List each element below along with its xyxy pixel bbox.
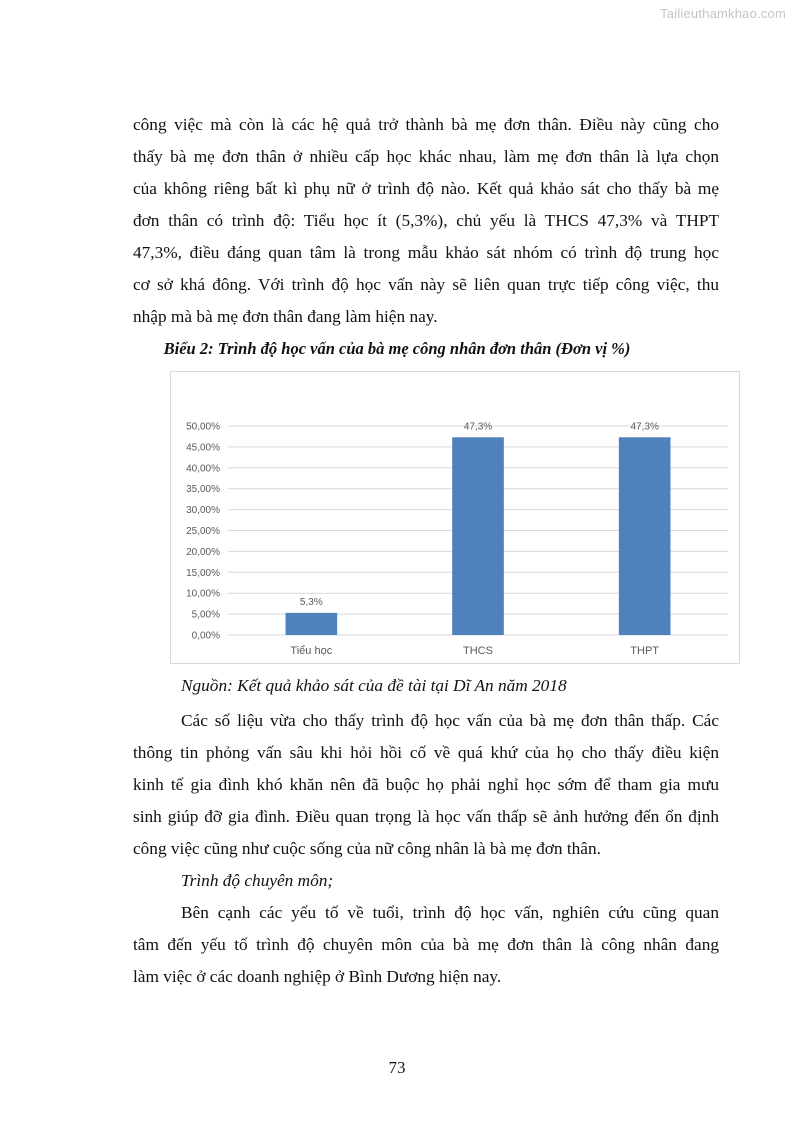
data-label: 5,3% — [299, 596, 323, 608]
page-number: 73 — [388, 1058, 406, 1077]
bar-chart — [170, 371, 740, 664]
text-line: làm việc ở các doanh nghiệp ở Bình Dương hiện nay. — [133, 967, 502, 986]
x-tick-label: Tiểu học — [290, 645, 333, 657]
bar-2 — [452, 437, 504, 635]
text-line: 47,3%, điều đáng quan tâm là trong mẫu khảo sát nhóm có trình độ trung học — [133, 243, 719, 262]
y-tick-label: 35,00% — [186, 484, 220, 496]
y-tick-label: 40,00% — [186, 463, 220, 475]
x-tick-label: THCS — [463, 645, 493, 657]
subheading: Trình độ chuyên môn; — [181, 871, 334, 890]
data-label: 47,3% — [463, 421, 493, 433]
y-tick-label: 30,00% — [186, 505, 220, 517]
paragraph-interview-findings — [133, 705, 719, 865]
data-label: 47,3% — [630, 421, 659, 433]
y-tick-label: 0,00% — [191, 630, 220, 642]
chart-svg — [171, 372, 741, 665]
text-line: thấy bà mẹ đơn thân ở nhiều cấp học khác nhau, làm mẹ đơn thân là lựa chọn — [133, 147, 719, 166]
text-line: sinh giúp đỡ gia đình. Điều quan trọng là học vấn thấp sẽ ảnh hưởng đến ổn định — [133, 807, 719, 826]
watermark: Tailieuthamkhao.com — [660, 6, 786, 21]
text-line: đơn thân có trình độ: Tiểu học ít (5,3%), chủ yếu là THCS 47,3% và THPT — [133, 211, 719, 230]
y-tick-label: 5,00% — [191, 609, 220, 621]
text-line: tâm đến yếu tố trình độ chuyên môn của bà mẹ đơn thân là công nhân đang — [133, 935, 719, 954]
y-tick-label: 15,00% — [186, 567, 220, 579]
y-tick-label: 25,00% — [186, 526, 220, 537]
bar-1 — [286, 613, 338, 635]
y-tick-label: 20,00% — [186, 546, 220, 558]
bar-3 — [619, 437, 671, 635]
text-line: công việc cũng như cuộc sống của nữ công nhân là bà mẹ đơn thân. — [133, 839, 601, 858]
text-line: công việc mà còn là các hệ quả trở thành bà mẹ đơn thân. Điều này cũng cho — [133, 115, 719, 134]
y-tick-label: 10,00% — [186, 588, 220, 600]
text-line: kinh tế gia đình khó khăn nên đã buộc họ phải nghỉ học sớm để tham gia mưu — [133, 775, 719, 794]
y-tick-label: 45,00% — [186, 442, 220, 454]
y-tick-label: 50,00% — [186, 421, 220, 433]
text-line: Các số liệu vừa cho thấy trình độ học vấn của bà mẹ đơn thân thấp. Các — [181, 711, 719, 730]
x-tick-label: THPT — [630, 645, 660, 657]
text-line: Bên cạnh các yếu tố về tuổi, trình độ học vấn, nghiên cứu cũng quan — [181, 903, 719, 922]
source-note: Nguồn: Kết quả khảo sát của đề tài tại Dĩ An năm 2018 — [181, 676, 567, 695]
paragraph-education-summary — [133, 109, 719, 333]
text-line: nhập mà bà mẹ đơn thân đang làm hiện nay. — [133, 307, 438, 326]
chart-caption: Biểu 2: Trình độ học vấn của bà mẹ công nhân đơn thân (Đơn vị %) — [163, 339, 631, 358]
text-line: cơ sở khá đông. Với trình độ học vấn này sẽ liên quan trực tiếp công việc, thu — [133, 275, 719, 294]
text-line: của không riêng bất kì phụ nữ ở trình độ nào. Kết quả khảo sát cho thấy bà mẹ — [133, 179, 719, 198]
paragraph-professional-level — [133, 897, 719, 993]
text-line: thông tin phỏng vấn sâu khi hỏi hồi cố về quá khứ của họ cho thấy điều kiện — [133, 743, 719, 762]
